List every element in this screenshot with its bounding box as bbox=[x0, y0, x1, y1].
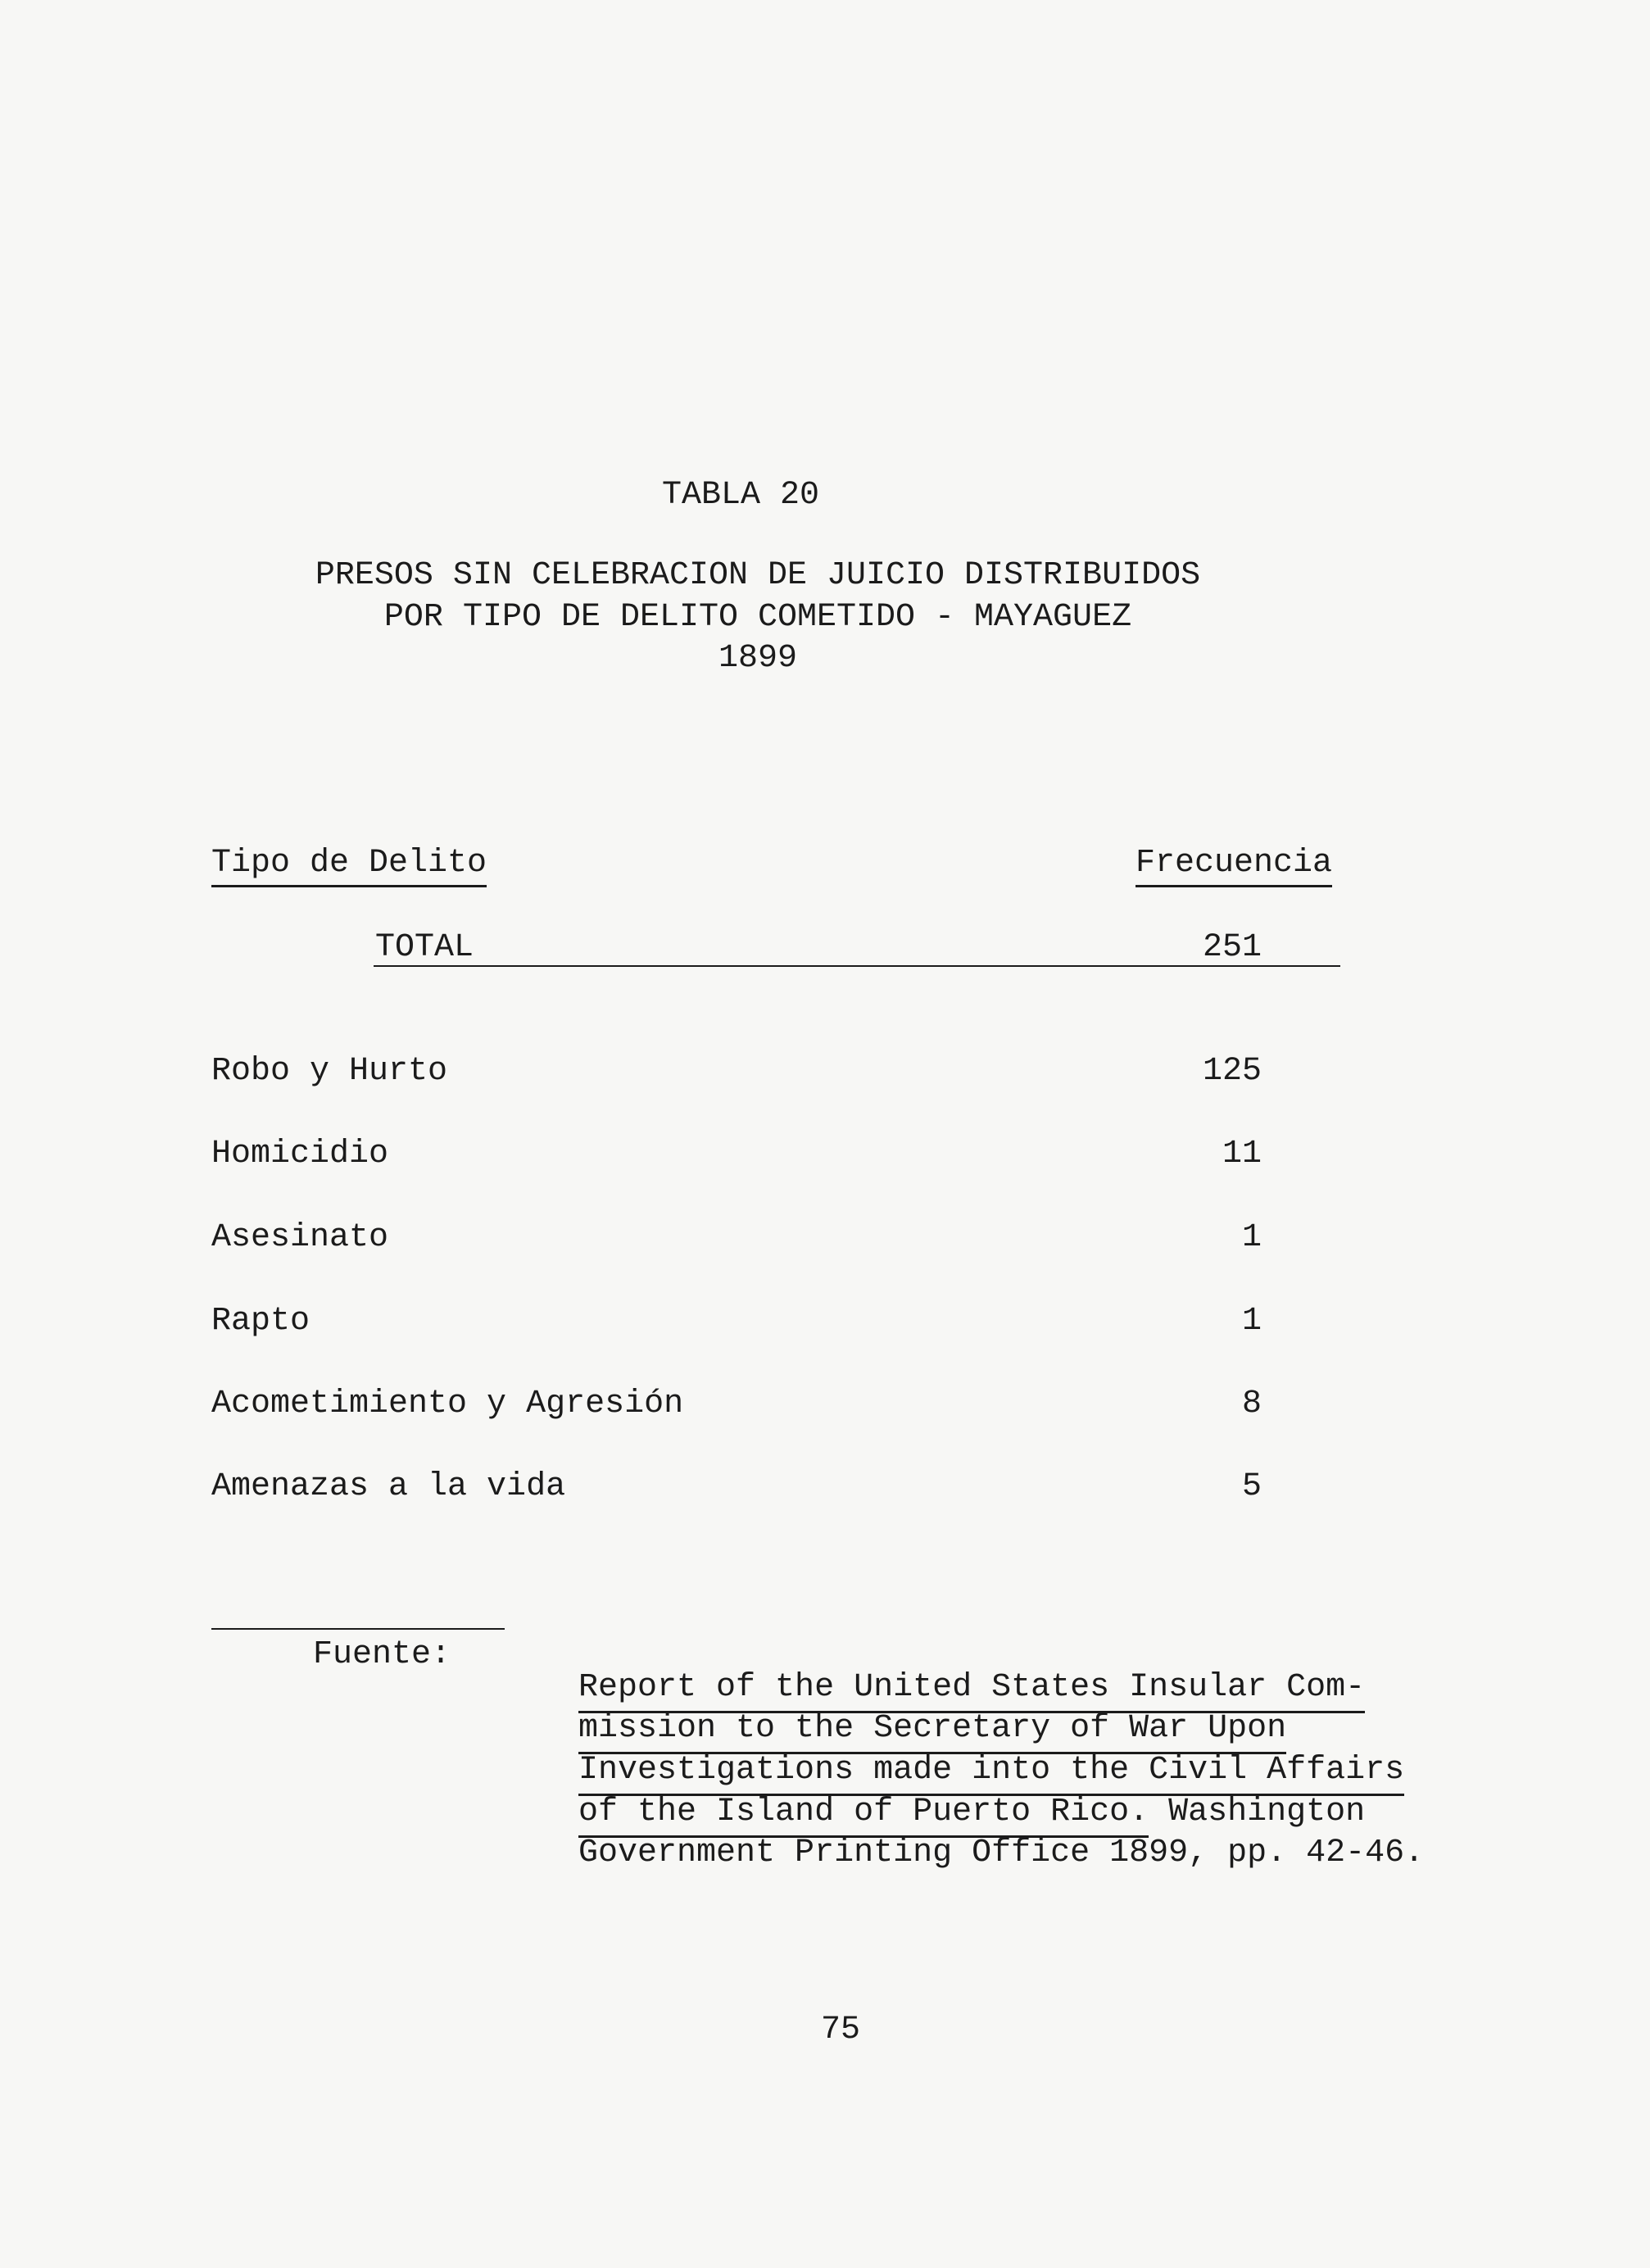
column-header-frequency: Frecuencia bbox=[1136, 847, 1332, 887]
row-value-2: 11 bbox=[1222, 1136, 1262, 1173]
source-text-2: mission to the Secretary of War Upon bbox=[578, 1710, 1286, 1754]
row-value-1: 125 bbox=[1202, 1053, 1262, 1090]
total-value: 251 bbox=[1202, 929, 1262, 966]
footnote-rule bbox=[211, 1628, 505, 1630]
column-header-type: Tipo de Delito bbox=[211, 847, 487, 887]
table-title-line-3: 1899 bbox=[718, 640, 797, 677]
row-value-4: 1 bbox=[1241, 1303, 1262, 1340]
source-label: Fuente: bbox=[313, 1636, 451, 1673]
row-value-5: 8 bbox=[1241, 1386, 1262, 1422]
row-label-5: Acometimiento y Agresión bbox=[211, 1386, 684, 1422]
table-title-line-1: PRESOS SIN CELEBRACION DE JUICIO DISTRIBUIDOS bbox=[315, 557, 1201, 594]
source-text-5: Government Printing Office 1899, pp. 42-46. bbox=[578, 1835, 1425, 1871]
row-value-3: 1 bbox=[1241, 1219, 1262, 1256]
table-title-line-2: POR TIPO DE DELITO COMETIDO - MAYAGUEZ bbox=[383, 599, 1132, 636]
total-rule bbox=[374, 965, 1340, 967]
row-label-6: Amenazas a la vida bbox=[211, 1468, 566, 1505]
source-text-4: of the Island of Puerto Rico. bbox=[578, 1794, 1149, 1838]
source-text-4b: Washington bbox=[1149, 1794, 1366, 1830]
row-label-4: Rapto bbox=[211, 1303, 311, 1340]
source-line-5 bbox=[500, 1804, 1424, 1903]
source-text-3: Investigations made into the Civil Affairs bbox=[578, 1752, 1404, 1796]
source-text-1: Report of the United States Insular Com- bbox=[578, 1669, 1365, 1713]
row-label-1: Robo y Hurto bbox=[211, 1053, 448, 1090]
row-label-2: Homicidio bbox=[211, 1136, 389, 1173]
total-label: TOTAL bbox=[375, 929, 474, 966]
table-label: TABLA 20 bbox=[662, 477, 820, 514]
row-value-6: 5 bbox=[1241, 1468, 1262, 1505]
row-label-3: Asesinato bbox=[211, 1219, 389, 1256]
page-number: 75 bbox=[821, 2012, 861, 2048]
